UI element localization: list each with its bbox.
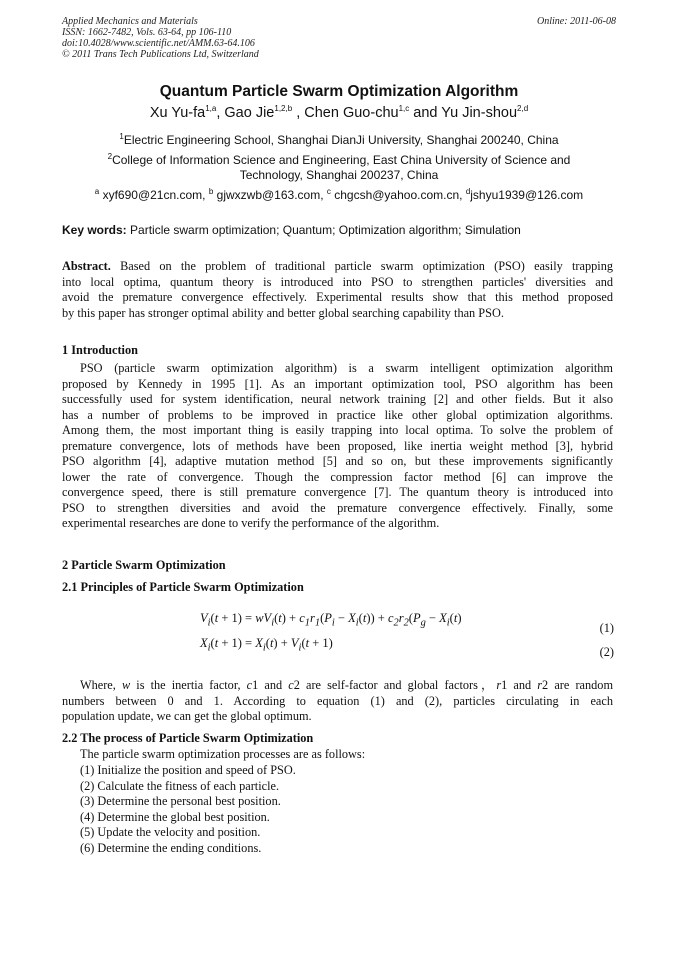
affil-text: College of Information Science and Engineering, East China University of Science and xyxy=(112,153,571,167)
author-name: Xu Yu-fa xyxy=(149,105,206,121)
abstract-line: into local optima, quantum theory is introduced into PSO to strengthen particles' diversities and xyxy=(62,274,613,289)
intro-line: experimental researches are done to verify the performance of the algorithm. xyxy=(62,516,440,530)
process-step: (5) Update the velocity and position. xyxy=(80,825,261,840)
section-heading-introduction: 1 Introduction xyxy=(62,343,138,357)
email-address: gjwxzwb@163.com, xyxy=(216,188,324,202)
process-intro: The particle swarm optimization processes are as follows: xyxy=(80,747,366,761)
keywords-text: Particle swarm optimization; Quantum; Optimization algorithm; Simulation xyxy=(130,223,521,237)
keywords xyxy=(62,223,521,237)
equation-2-number: (2) xyxy=(599,645,614,659)
where-line: numbers between 0 and 1. According to equation (1) and (2), particles circulating in each xyxy=(62,693,613,708)
abstract-line: Based on the problem of traditional particle swarm optimization (PSO) easily trapping xyxy=(120,259,613,273)
author-name: Gao Jie xyxy=(224,105,275,121)
email-key: b xyxy=(208,187,214,196)
author-affil: 1,a xyxy=(205,104,217,114)
issn-line: ISSN: 1662-7482, Vols. 63-64, pp 106-110 xyxy=(62,27,232,38)
equation-1: $V_i(t + 1) = wV_i(t) + c_1r_1(P_i - X_i(t)) + c_2r_2(P_g - X_i(t)$ xyxy=(200,611,462,629)
intro-line: successfully used for system identification, neural network training [2] and other fields. But it also xyxy=(62,392,613,406)
running-header xyxy=(62,16,259,60)
equation-1-number: (1) xyxy=(599,621,614,635)
email-address: jshyu1939@126.com xyxy=(470,188,584,202)
email-key: a xyxy=(94,187,100,196)
email-address: chgcsh@yahoo.com.cn, xyxy=(334,188,463,202)
abstract xyxy=(62,259,613,321)
email-key: d xyxy=(465,187,471,196)
process-steps xyxy=(80,763,296,857)
process-step: (1) Initialize the position and speed of PSO. xyxy=(80,763,296,777)
email-line xyxy=(0,188,678,202)
section-heading-pso: 2 Particle Swarm Optimization xyxy=(62,558,226,572)
affiliation-2 xyxy=(0,153,678,182)
author-affil: 1,2,b xyxy=(274,104,293,114)
subsection-heading-process: 2.2 The process of Particle Swarm Optimization xyxy=(62,731,314,745)
process-step: (6) Determine the ending conditions. xyxy=(80,840,262,855)
where-line: population update, we can get the global optimum. xyxy=(62,709,312,723)
author-name: Chen Guo-chu xyxy=(304,105,399,121)
intro-line: convergence speed, there is still premature convergence [7]. The quantum theory is introduced into xyxy=(62,485,613,499)
doi-line: doi:10.4028/www.scientific.net/AMM.63-64.106 xyxy=(62,38,255,49)
where-line: Where, w is the inertia factor, c1 and c2 are self-factor and global factors，r1 and r2 are random xyxy=(80,678,614,692)
affil-number: 1 xyxy=(119,132,124,141)
process-step: (4) Determine the global best position. xyxy=(80,809,270,824)
abstract-line: by this paper has stronger optimal ability and better global searching capability than PSO. xyxy=(62,305,504,320)
process-step: (2) Calculate the fitness of each particle. xyxy=(80,778,280,793)
abstract-label: Abstract. xyxy=(62,259,111,273)
affil-text-cont: Technology, Shanghai 200237, China xyxy=(239,167,439,182)
affil-number: 2 xyxy=(107,152,113,161)
affiliation-1 xyxy=(0,133,678,147)
process-step: (3) Determine the personal best position. xyxy=(80,794,281,809)
online-date: Online: 2011-06-08 xyxy=(537,16,616,27)
intro-line: PSO to strengthen diversities and avoid the premature convergence effectively. Finally, some xyxy=(62,500,613,515)
copyright-line: © 2011 Trans Tech Publications Ltd, Switzerland xyxy=(62,49,259,60)
email-address: xyf690@21cn.com, xyxy=(102,188,206,202)
intro-line: premature convergence, lots of methods have been proposed, like inertia weight method [3], hybrid xyxy=(62,438,613,453)
subsection-heading-principles: 2.1 Principles of Particle Swarm Optimization xyxy=(62,580,304,594)
author-line: Xu Yu-fa$^{1,a}$, Gao Jie$^{1,2,b}$ , Chen Guo-chu$^{1,c}$ and Yu Jin-shou$^{2,d}$ xyxy=(149,104,529,121)
equation-2: $X_i(t + 1) = X_i(t) + V_i(t + 1)$ xyxy=(200,636,333,654)
intro-line: proposed by Kennedy in 1995 [1]. As an important optimization tool, PSO algorithm has been xyxy=(62,376,613,391)
intro-line: PSO algorithm [4], adaptive mutation method [5] and so on, but these improvements significantly xyxy=(62,454,613,468)
intro-line: has a number of problems to be improved in practice like other global optimization algorithms. xyxy=(62,407,613,422)
introduction-body xyxy=(62,361,613,532)
intro-line: lower the rate of convergence. Though the compression factor method [6] can improve the xyxy=(62,469,613,484)
author-affil: 1,c xyxy=(398,104,410,114)
email-key: c xyxy=(326,187,331,196)
author-affil: 2,d xyxy=(517,104,529,114)
affil-text: Electric Engineering School, Shanghai DianJi University, Shanghai 200240, China xyxy=(123,133,559,147)
journal-name: Applied Mechanics and Materials xyxy=(62,16,198,27)
paper-title: Quantum Particle Swarm Optimization Algorithm xyxy=(159,83,519,100)
author-name: Yu Jin-shou xyxy=(441,105,518,121)
intro-line: Among them, the most important thing is easily trapping into local optima. To solve the problem of xyxy=(62,423,613,437)
equation-explanation xyxy=(62,678,613,725)
intro-line: PSO (particle swarm optimization algorithm) is a swarm intelligent optimization algorithm xyxy=(80,361,613,375)
keywords-label: Key words: xyxy=(62,223,127,237)
abstract-line: avoid the premature convergence effectively. Experimental results show that this method proposed xyxy=(62,290,613,304)
